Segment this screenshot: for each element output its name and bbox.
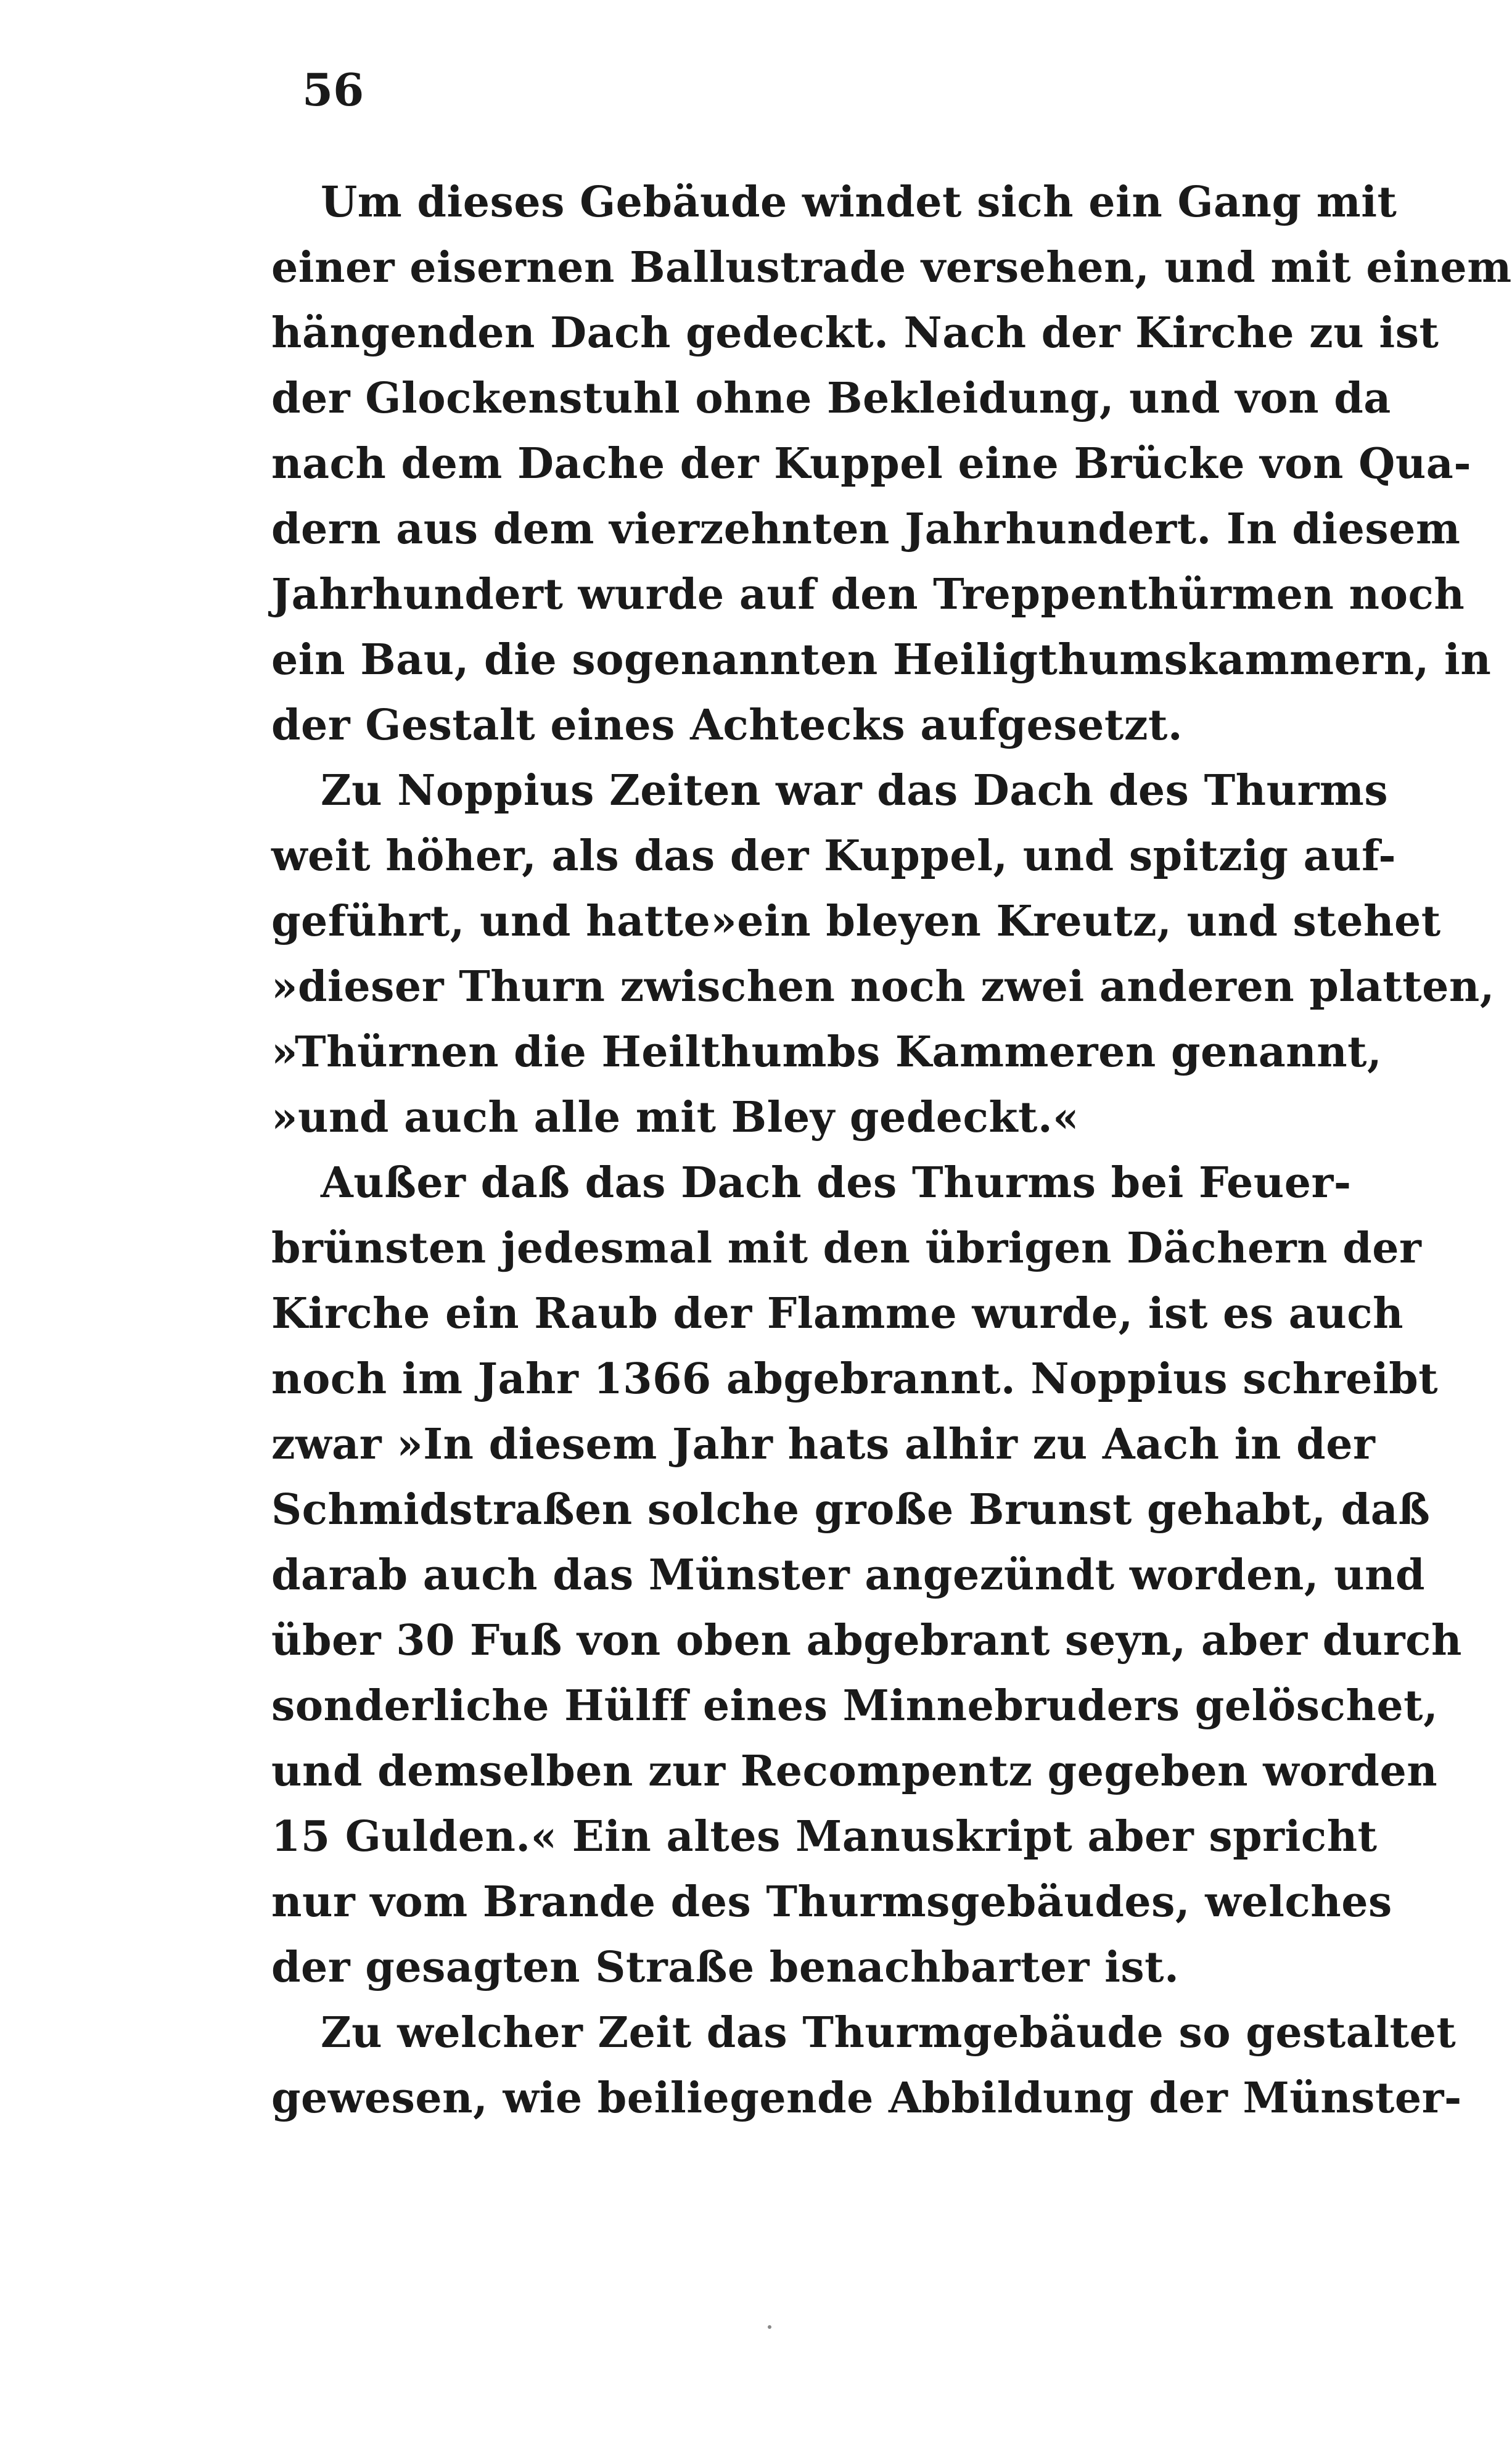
text-line: »Thürnen die Heilthumbs Kammeren genannt, <box>271 1028 1383 1077</box>
text-line: gewesen, wie beiliegende Abbildung der Münster- <box>271 2074 1462 2123</box>
text-line: zwar »In diesem Jahr hats alhir zu Aach in der <box>271 1420 1376 1469</box>
text-line: darab auch das Münster angezündt worden, und <box>271 1551 1426 1600</box>
text-line: ein Bau, die sogenannten Heiligthumskammern, in <box>271 635 1492 685</box>
text-line: nach dem Dache der Kuppel eine Brücke von Qua- <box>271 439 1472 488</box>
text-line: brünsten jedesmal mit den übrigen Dächern der <box>271 1224 1422 1273</box>
text-line: Schmidstraßen solche große Brunst gehabt, daß <box>271 1485 1431 1534</box>
paper-speck <box>768 2325 771 2329</box>
text-line: über 30 Fuß von oben abgebrant seyn, aber durch <box>271 1616 1462 1665</box>
text-line: hängenden Dach gedeckt. Nach der Kirche zu ist <box>271 308 1439 358</box>
text-line: der Gestalt eines Achtecks aufgesetzt. <box>271 701 1183 750</box>
page-number: 56 <box>302 64 364 116</box>
text-line: Um dieses Gebäude windet sich ein Gang mit <box>321 178 1397 227</box>
text-line: weit höher, als das der Kuppel, und spitzig auf- <box>271 831 1397 881</box>
text-line: 15 Gulden.« Ein altes Manuskript aber spricht <box>271 1812 1378 1861</box>
text-line: Außer daß das Dach des Thurms bei Feuer- <box>321 1158 1352 1208</box>
text-line: Zu welcher Zeit das Thurmgebäude so gestaltet <box>321 2008 1457 2057</box>
paragraph-4 <box>271 2000 1462 2131</box>
text-line: Jahrhundert wurde auf den Treppenthürmen noch <box>271 570 1465 619</box>
text-line: geführt, und hatte»ein bleyen Kreutz, und stehet <box>271 897 1441 946</box>
paragraph-1 <box>271 170 1512 758</box>
text-line: einer eisernen Ballustrade versehen, und mit einem <box>271 243 1512 292</box>
text-line: dern aus dem vierzehnten Jahrhundert. In diesem <box>271 505 1461 554</box>
text-line: noch im Jahr 1366 abgebrannt. Noppius schreibt <box>271 1354 1439 1404</box>
text-line: Zu Noppius Zeiten war das Dach des Thurms <box>321 766 1389 815</box>
paragraph-3 <box>271 1150 1462 2000</box>
text-line: sonderliche Hülff eines Minnebruders gelöschet, <box>271 1681 1439 1731</box>
text-line: und demselben zur Recompentz gegeben worden <box>271 1747 1438 1796</box>
text-line: »und auch alle mit Bley gedeckt.« <box>271 1093 1080 1142</box>
text-line: nur vom Brande des Thurmsgebäudes, welches <box>271 1877 1392 1927</box>
paragraph-2 <box>271 758 1495 1150</box>
body-text <box>271 170 1512 2131</box>
text-line: »dieser Thurn zwischen noch zwei anderen platten, <box>271 962 1495 1011</box>
text-line: der gesagten Straße benachbarter ist. <box>271 1943 1180 1992</box>
text-line: Kirche ein Raub der Flamme wurde, ist es auch <box>271 1289 1404 1338</box>
text-line: der Glockenstuhl ohne Bekleidung, und von da <box>271 374 1391 423</box>
